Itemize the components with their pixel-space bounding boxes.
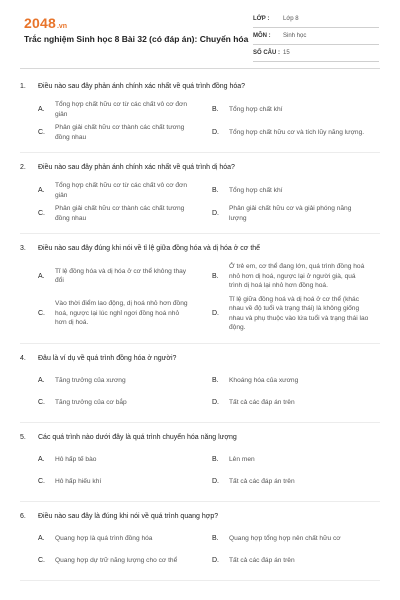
question-item bbox=[20, 240, 380, 344]
question-number: 2. bbox=[20, 164, 26, 171]
option-text: Tăng trưởng của xương bbox=[55, 376, 126, 384]
header-divider bbox=[20, 68, 380, 69]
option-letter: A. bbox=[38, 377, 45, 384]
option-text: Phân giải chất hữu cơ và giải phóng năng lượng bbox=[229, 205, 352, 222]
question-stem bbox=[20, 159, 380, 179]
logo-text: 2048 bbox=[24, 15, 56, 31]
option-letter: B. bbox=[212, 106, 219, 113]
question-number: 3. bbox=[20, 245, 26, 252]
meta-value: 15 bbox=[283, 50, 290, 56]
logo[interactable] bbox=[24, 15, 67, 33]
option-text: Lên men bbox=[229, 455, 255, 463]
question-text: Điều nào sau đây đúng khi nói về tỉ lệ giữa đồng hóa và dị hóa ở cơ thể bbox=[38, 245, 261, 252]
answer-option[interactable] bbox=[20, 98, 200, 121]
answer-option[interactable] bbox=[200, 550, 380, 572]
option-letter: D. bbox=[212, 210, 219, 217]
option-letter: C. bbox=[38, 210, 45, 217]
meta-info bbox=[253, 13, 379, 64]
answer-option[interactable] bbox=[200, 98, 380, 121]
meta-value: Sinh học bbox=[283, 33, 307, 39]
question-number: 5. bbox=[20, 433, 26, 441]
answer-option[interactable] bbox=[200, 202, 380, 225]
answer-options bbox=[20, 528, 380, 572]
question-stem bbox=[20, 429, 380, 449]
option-letter: C. bbox=[38, 399, 45, 406]
answer-option[interactable] bbox=[200, 449, 380, 471]
answer-option[interactable] bbox=[200, 260, 380, 293]
answer-option[interactable] bbox=[20, 550, 200, 572]
question-stem bbox=[20, 240, 380, 260]
answer-option[interactable] bbox=[200, 179, 380, 202]
option-letter: D. bbox=[212, 310, 219, 317]
option-letter: D. bbox=[212, 557, 219, 564]
question-number: 1. bbox=[20, 83, 26, 90]
option-text: Tất cả các đáp án trên bbox=[229, 477, 295, 485]
answer-option[interactable] bbox=[200, 370, 380, 392]
option-letter: A. bbox=[38, 187, 45, 194]
answer-option[interactable] bbox=[20, 471, 200, 493]
answer-option[interactable] bbox=[20, 449, 200, 471]
answer-option[interactable] bbox=[20, 202, 200, 225]
option-letter: C. bbox=[38, 310, 45, 317]
option-text: Tất cả các đáp án trên bbox=[229, 398, 295, 406]
answer-options bbox=[20, 179, 380, 225]
meta-row-subject bbox=[253, 30, 379, 45]
option-letter: C. bbox=[38, 129, 45, 136]
option-letter: D. bbox=[212, 129, 219, 136]
option-text: Hô hấp hiếu khí bbox=[55, 477, 102, 485]
meta-key: SỐ CÂU : bbox=[253, 50, 280, 56]
option-text: Ở trẻ em, cơ thể đang lớn, quá trình đồng hoá nhỏ hơn dị hoá, ngược lại ở người già, quá trình dị hoá lại nhỏ hơn đồng hoá. bbox=[229, 263, 365, 289]
question-text: Điều nào sau đây phản ánh chính xác nhất về quá trình đồng hóa? bbox=[38, 83, 246, 90]
option-text: Quang hợp dự trữ năng lượng cho cơ thể bbox=[55, 556, 178, 564]
question-item bbox=[20, 78, 380, 153]
answer-option[interactable] bbox=[200, 293, 380, 335]
answer-option[interactable] bbox=[200, 121, 380, 144]
option-letter: A. bbox=[38, 272, 45, 280]
option-text: Quang hợp là quá trình đồng hóa bbox=[55, 534, 153, 542]
question-stem bbox=[20, 78, 380, 98]
answer-option[interactable] bbox=[200, 528, 380, 550]
option-letter: B. bbox=[212, 377, 219, 384]
question-stem bbox=[20, 508, 380, 528]
question-text: Điều nào sau đây phản ánh chính xác nhất về quá trình dị hóa? bbox=[38, 164, 235, 171]
answer-option[interactable] bbox=[20, 121, 200, 144]
answer-option[interactable] bbox=[20, 260, 200, 293]
option-text: Tổng hợp chất khí bbox=[229, 186, 283, 194]
answer-options bbox=[20, 449, 380, 493]
option-text: Tổng hợp chất hữu cơ từ các chất vô cơ đơn giản bbox=[55, 182, 188, 199]
logo-suffix: .vn bbox=[56, 23, 68, 30]
answer-options bbox=[20, 98, 380, 144]
answer-option[interactable] bbox=[200, 471, 380, 493]
question-text: Đâu là ví dụ về quá trình đồng hóa ở người? bbox=[38, 354, 177, 362]
question-item bbox=[20, 508, 380, 581]
option-letter: D. bbox=[212, 478, 219, 485]
answer-option[interactable] bbox=[20, 293, 200, 335]
meta-value: Lớp 8 bbox=[283, 16, 299, 22]
option-text: Tỉ lệ giữa đồng hoá và dị hoá ở cơ thể (khác nhau về độ tuổi và trạng thái) là không giống nhau và phụ thuộc vào lứa tuổi và trạng thái lao động. bbox=[229, 295, 369, 331]
question-stem bbox=[20, 350, 380, 370]
option-text: Tỉ lệ đồng hóa và dị hóa ở cơ thể không thay đổi bbox=[55, 267, 187, 285]
option-letter: B. bbox=[212, 456, 219, 463]
option-text: Phân giải chất hữu cơ thành các chất tương đồng nhau bbox=[55, 124, 185, 141]
option-letter: C. bbox=[38, 478, 45, 485]
question-list bbox=[0, 78, 400, 587]
question-number: 6. bbox=[20, 512, 26, 520]
answer-options bbox=[20, 370, 380, 414]
option-letter: B. bbox=[212, 272, 219, 280]
header bbox=[0, 0, 400, 62]
option-text: Tổng hợp chất hữu cơ từ các chất vô cơ đơn giản bbox=[55, 101, 188, 118]
option-text: Khoáng hóa của xương bbox=[229, 376, 299, 384]
answer-option[interactable] bbox=[20, 392, 200, 414]
answer-option[interactable] bbox=[20, 528, 200, 550]
option-text: Tất cả các đáp án trên bbox=[229, 556, 295, 564]
option-text: Phân giải chất hữu cơ thành các chất tương đồng nhau bbox=[55, 205, 185, 222]
answer-option[interactable] bbox=[200, 392, 380, 414]
option-text: Hô hấp tế bào bbox=[55, 455, 97, 463]
answer-option[interactable] bbox=[20, 370, 200, 392]
page-title: Trắc nghiệm Sinh học 8 Bài 32 (có đáp án): Chuyển hóa bbox=[24, 34, 249, 44]
meta-row-class bbox=[253, 13, 379, 28]
question-text: Các quá trình nào dưới đây là quá trình chuyển hóa năng lượng bbox=[38, 433, 237, 441]
question-item bbox=[20, 350, 380, 423]
meta-key: LỚP : bbox=[253, 16, 270, 22]
option-text: Tăng trưởng của cơ bắp bbox=[55, 398, 127, 406]
option-text: Tổng hợp chất hữu cơ và tích lũy năng lượng. bbox=[229, 128, 365, 136]
option-text: Vào thời điểm lao động, dị hoá nhỏ hơn đồng hoá, ngược lại lúc nghỉ ngơi đồng hoá nhỏ hơn dị hoá. bbox=[55, 300, 188, 327]
question-number: 4. bbox=[20, 354, 26, 362]
meta-row-count bbox=[253, 47, 379, 62]
option-letter: A. bbox=[38, 535, 45, 542]
question-item bbox=[20, 429, 380, 502]
option-letter: A. bbox=[38, 456, 45, 463]
question-text: Điều nào sau đây là đúng khi nói về quá trình quang hợp? bbox=[38, 512, 219, 520]
option-letter: B. bbox=[212, 187, 219, 194]
option-text: Tổng hợp chất khí bbox=[229, 105, 283, 113]
answer-option[interactable] bbox=[20, 179, 200, 202]
option-text: Quang hợp tổng hợp nên chất hữu cơ bbox=[229, 534, 341, 542]
answer-options bbox=[20, 260, 380, 335]
option-letter: A. bbox=[38, 106, 45, 113]
option-letter: B. bbox=[212, 535, 219, 542]
option-letter: C. bbox=[38, 557, 45, 564]
meta-key: MÔN : bbox=[253, 33, 271, 39]
question-item bbox=[20, 159, 380, 234]
option-letter: D. bbox=[212, 399, 219, 406]
